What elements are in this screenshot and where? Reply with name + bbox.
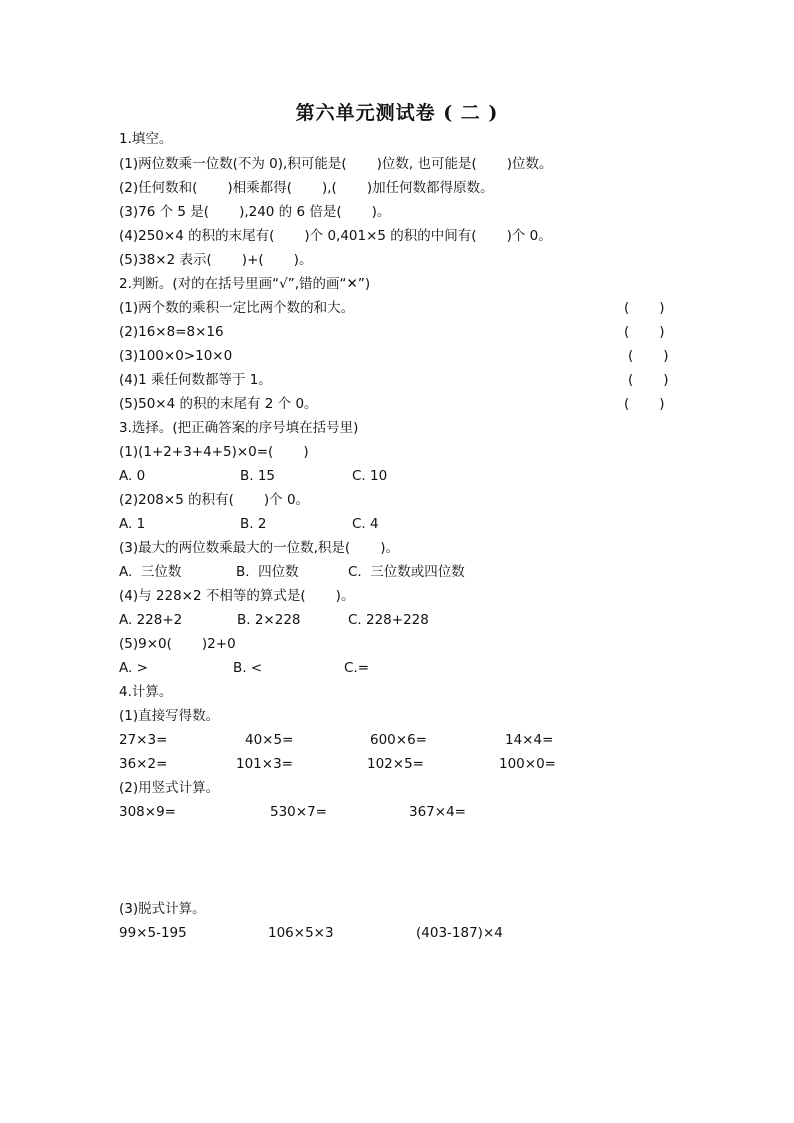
fill-blank-item-1: (1)两位数乘一位数(不为 0),积可能是( )位数, 也可能是( )位数。	[119, 156, 553, 172]
mental-math-item: 14×4=	[505, 732, 554, 748]
judge-item-1: (1)两个数的乘积一定比两个数的和大。	[119, 300, 355, 316]
mental-math-item: 27×3=	[119, 732, 168, 748]
page-title: 第六单元测试卷 ( 二 )	[295, 102, 499, 124]
judge-item-3: (3)100×0>10×0	[119, 348, 233, 364]
mental-math-item: 102×5=	[367, 756, 424, 772]
choice-question-2: (2)208×5 的积有( )个 0。	[119, 492, 310, 508]
judge-item-5: (5)50×4 的积的末尾有 2 个 0。	[119, 396, 318, 412]
step-calc-heading: (3)脱式计算。	[119, 901, 206, 917]
step-calc-item: 106×5×3	[268, 925, 334, 941]
judge-answer-blank-5: ( )	[624, 396, 665, 412]
mental-math-item: 100×0=	[499, 756, 556, 772]
vertical-calc-item: 367×4=	[409, 804, 466, 820]
choice-3-option-c: C. 三位数或四位数	[348, 564, 465, 580]
choice-5-option-b: B. <	[233, 660, 263, 676]
judge-item-2: (2)16×8=8×16	[119, 324, 224, 340]
choice-3-option-b: B. 四位数	[236, 564, 299, 580]
choice-4-option-a: A. 228+2	[119, 612, 183, 628]
judge-answer-blank-2: ( )	[624, 324, 665, 340]
choice-question-1: (1)(1+2+3+4+5)×0=( )	[119, 444, 309, 460]
choice-1-option-c: C. 10	[352, 468, 388, 484]
vertical-calc-item: 530×7=	[270, 804, 327, 820]
step-calc-item: (403-187)×4	[416, 925, 503, 941]
mental-math-item: 600×6=	[370, 732, 427, 748]
choice-4-option-b: B. 2×228	[237, 612, 301, 628]
vertical-calc-item: 308×9=	[119, 804, 176, 820]
section-2-heading: 2.判断。(对的在括号里画“√”,错的画“✕”)	[119, 276, 371, 292]
section-3-heading: 3.选择。(把正确答案的序号填在括号里)	[119, 420, 359, 436]
mental-math-heading: (1)直接写得数。	[119, 708, 220, 724]
choice-1-option-a: A. 0	[119, 468, 146, 484]
mental-math-item: 101×3=	[236, 756, 293, 772]
judge-answer-blank-1: ( )	[624, 300, 665, 316]
section-4-heading: 4.计算。	[119, 684, 173, 700]
choice-4-option-c: C. 228+228	[348, 612, 429, 628]
judge-answer-blank-3: ( )	[628, 348, 669, 364]
judge-item-4: (4)1 乘任何数都等于 1。	[119, 372, 272, 388]
step-calc-item: 99×5-195	[119, 925, 187, 941]
choice-3-option-a: A. 三位数	[119, 564, 182, 580]
mental-math-item: 36×2=	[119, 756, 168, 772]
choice-1-option-b: B. 15	[240, 468, 276, 484]
choice-2-option-a: A. 1	[119, 516, 146, 532]
choice-question-5: (5)9×0( )2+0	[119, 636, 236, 652]
fill-blank-item-4: (4)250×4 的积的末尾有( )个 0,401×5 的积的中间有( )个 0。	[119, 228, 552, 244]
vertical-calc-heading: (2)用竖式计算。	[119, 780, 220, 796]
choice-5-option-c: C.=	[344, 660, 370, 676]
choice-2-option-b: B. 2	[240, 516, 267, 532]
choice-5-option-a: A. >	[119, 660, 148, 676]
fill-blank-item-3: (3)76 个 5 是( ),240 的 6 倍是( )。	[119, 204, 391, 220]
mental-math-item: 40×5=	[245, 732, 294, 748]
fill-blank-item-5: (5)38×2 表示( )+( )。	[119, 252, 313, 268]
choice-2-option-c: C. 4	[352, 516, 379, 532]
fill-blank-item-2: (2)任何数和( )相乘都得( ),( )加任何数都得原数。	[119, 180, 494, 196]
choice-question-3: (3)最大的两位数乘最大的一位数,积是( )。	[119, 540, 399, 556]
section-1-heading: 1.填空。	[119, 131, 173, 147]
judge-answer-blank-4: ( )	[628, 372, 669, 388]
choice-question-4: (4)与 228×2 不相等的算式是( )。	[119, 588, 355, 604]
